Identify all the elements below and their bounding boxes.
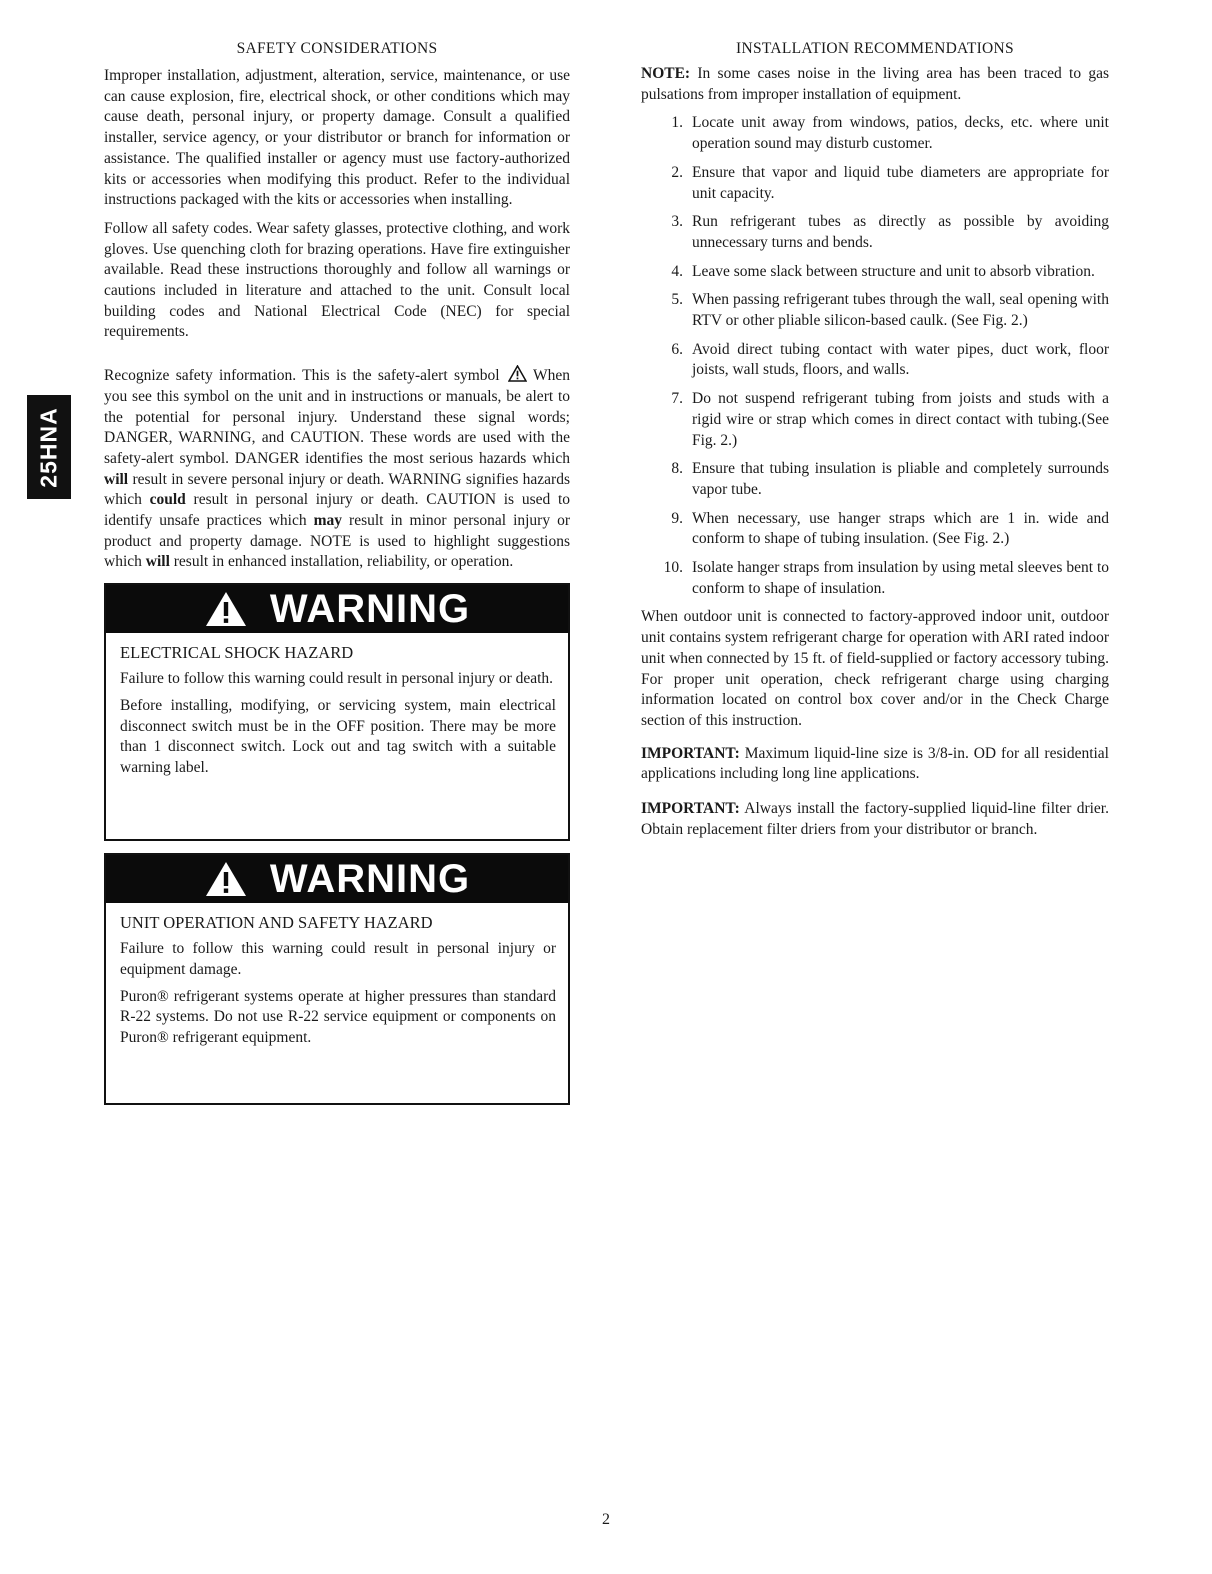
list-item: 7. Do not suspend refrigerant tubing from joists and studs with a rigid wire or strap which comes in direct contact with tubing.(See Fig. 2.) bbox=[671, 390, 1109, 449]
safety-alert-icon bbox=[508, 365, 527, 382]
warning-text: Puron® refrigerant systems operate at higher pressures than standard R-22 systems. Do not use R-22 service equipment or components on Puron® refrigerant equipment. bbox=[120, 987, 556, 1046]
page-number: 2 bbox=[602, 1511, 610, 1528]
warning-header bbox=[106, 855, 568, 903]
right-column bbox=[641, 40, 1109, 849]
warning-text: Failure to follow this warning could result in personal injury or death. bbox=[120, 670, 554, 688]
left-column bbox=[104, 40, 570, 1105]
warning-header bbox=[106, 585, 568, 633]
list-item: 5. When passing refrigerant tubes through the wall, seal opening with RTV or other pliable silicon-based caulk. (See Fig. 2.) bbox=[671, 291, 1109, 330]
warning-text: Failure to follow this warning could result in personal injury or equipment damage. bbox=[120, 940, 556, 978]
warning-title: ELECTRICAL SHOCK HAZARD bbox=[120, 643, 354, 663]
warning-title: UNIT OPERATION AND SAFETY HAZARD bbox=[120, 913, 433, 933]
installation-heading: INSTALLATION RECOMMENDATIONS bbox=[736, 40, 1014, 57]
safety-paragraph-2: Follow all safety codes. Wear safety glasses, protective clothing, and work gloves. Use quenching cloth for brazing operations. Have fire extinguisher available. Read these instructions thoroughly and follow all warnings or cautions included in literature and attached to the unit. Consult local building codes and National Electrical Code (NEC) for special requirements. bbox=[104, 219, 570, 341]
warning-word: WARNING bbox=[269, 857, 471, 902]
list-item: 4. Leave some slack between structure and unit to absorb vibration. bbox=[671, 262, 1095, 280]
warning-word: WARNING bbox=[269, 587, 471, 632]
important-label: IMPORTANT: bbox=[641, 744, 740, 762]
safety-paragraph-1: Improper installation, adjustment, alteration, service, maintenance, or use can cause explosion, fire, electrical shock, or other conditions which may cause death, personal injury, or property damage. Consult a qualified installer, service agency, or your distributor or branch for information or assistance. The qualified installer or agency must use factory-authorized kits or accessories when modifying this product. Refer to the individual instructions packaged with the kits or accessories when installing. bbox=[104, 67, 570, 209]
important-paragraph-2: IMPORTANT: Always install the factory-supplied liquid-line filter drier. Obtain replacement filter driers from your distributor or branch. bbox=[641, 800, 1109, 838]
warning-triangle-icon bbox=[204, 860, 248, 898]
warning-triangle-icon bbox=[204, 590, 248, 628]
safety-paragraph-3: Recognize safety information. This is the safety-alert symbol When you see this symbol on the unit and in instructions or manuals, be alert to the potential for personal injury. Understand these signal words; DANGER, WARNING, and CAUTION. These words are used with the safety-alert symbol. DANGER identifies the most serious hazards which will result in severe personal injury or death. WARNING signifies hazards which could result in personal injury or death. CAUTION is used to identify unsafe practices which may result in minor personal injury or product and property damage. NOTE is used to highlight suggestions which will result in enhanced installation, reliability, or operation. bbox=[104, 367, 571, 571]
warning-text: Before installing, modifying, or servicing system, main electrical disconnect switch must be in the OFF position. There may be more than 1 disconnect switch. Lock out and tag switch with a suitable warning label. bbox=[120, 696, 556, 776]
note-paragraph bbox=[641, 64, 1109, 105]
list-item: 6. Avoid direct tubing contact with water pipes, duct work, floor joists, wall studs, floors, and walls. bbox=[671, 340, 1109, 379]
list-item: 3. Run refrigerant tubes as directly as possible by avoiding unnecessary turns and bends. bbox=[671, 213, 1109, 251]
list-item: 1. Locate unit away from windows, patios, decks, etc. where unit operation sound may disturb customer. bbox=[671, 114, 1109, 153]
important-label: IMPORTANT: bbox=[641, 800, 740, 818]
side-tab bbox=[27, 395, 71, 499]
side-tab-label: 25HNA bbox=[35, 406, 62, 488]
unit-operation-warning-box bbox=[104, 853, 570, 1105]
outdoor-unit-paragraph: When outdoor unit is connected to factory-approved indoor unit, outdoor unit contains system refrigerant charge for operation with ARI rated indoor unit when connected by 15 ft. of field-supplied or factory accessory tubing. For proper unit operation, check refrigerant charge using charging information located on control box cover and/or in the Check Charge section of this instruction. bbox=[641, 608, 1109, 729]
electrical-shock-warning-box bbox=[104, 583, 570, 841]
note-label: NOTE: bbox=[641, 65, 691, 82]
important-paragraph-1: IMPORTANT: Maximum liquid-line size is 3/8-in. OD for all residential applications including long line applications. bbox=[641, 744, 1109, 783]
recommendation-list bbox=[641, 113, 1109, 599]
list-item: 2. Ensure that vapor and liquid tube diameters are appropriate for unit capacity. bbox=[671, 163, 1109, 202]
list-item: 8. Ensure that tubing insulation is pliable and completely surrounds vapor tube. bbox=[671, 460, 1109, 498]
safety-heading: SAFETY CONSIDERATIONS bbox=[236, 40, 438, 57]
list-item: 9. When necessary, use hanger straps which are 1 in. wide and conform to shape of tubing insulation. (See Fig. 2.) bbox=[671, 509, 1109, 548]
list-item: 10. Isolate hanger straps from insulation by using metal sleeves bent to conform to shape of insulation. bbox=[663, 559, 1109, 597]
note-text: In some cases noise in the living area has been traced to gas pulsations from improper installation of equipment. bbox=[641, 65, 1109, 103]
